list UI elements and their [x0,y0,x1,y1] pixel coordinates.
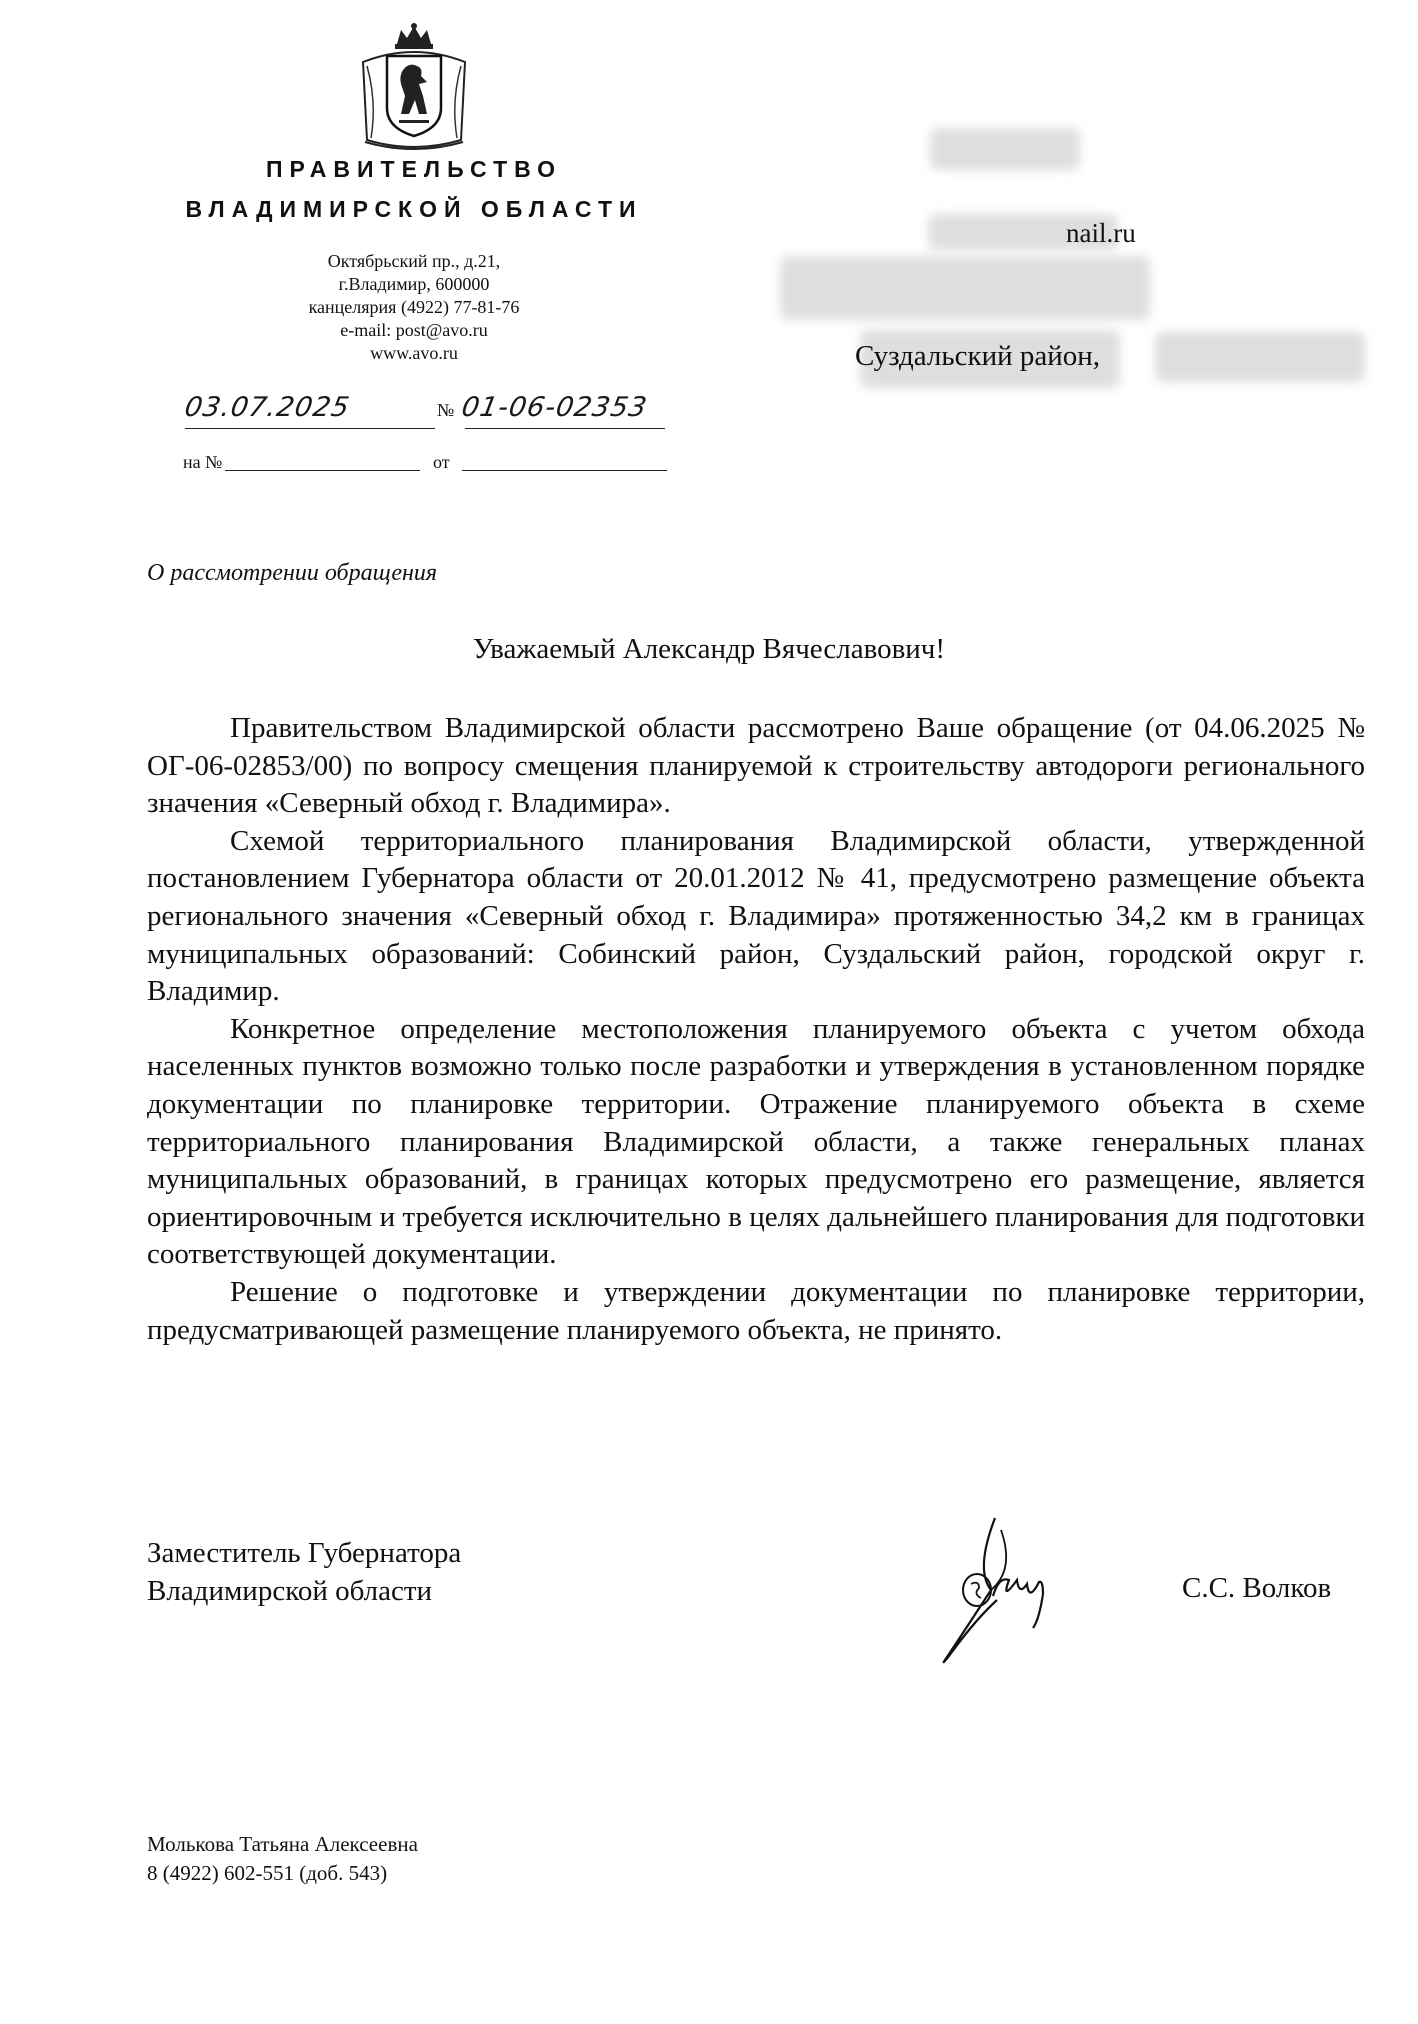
recipient-email-fragment: nail.ru [1066,218,1136,248]
coat-of-arms-emblem [357,22,471,154]
signatory-title-line1: Заместитель Губернатора [147,1537,462,1569]
executor-phone: 8 (4922) 602-551 (доб. 543) [147,1861,388,1885]
reference-from-underline [462,470,667,471]
reference-from-label: от [433,452,450,472]
executor-info [147,1830,418,1888]
registration-date: 03.07.2025 [182,392,353,423]
signatory-name: С.С. Волков [1182,1572,1332,1604]
address-city: г.Владимир, 600000 [338,274,490,294]
number-sign: № [437,400,455,420]
recipient-district: Суздальский район, [855,340,1101,372]
address-street: Октябрьский пр., д.21, [327,251,501,271]
organization-name-line2: ВЛАДИМИРСКОЙ ОБЛАСТИ [185,196,643,222]
handwritten-signature [935,1510,1115,1670]
date-underline [185,428,435,429]
address-office-phone: канцелярия (4922) 77-81-76 [308,297,520,317]
organization-name-line1: ПРАВИТЕЛЬСТВО [265,156,563,182]
number-underline [465,428,665,429]
redacted-block [1155,332,1365,382]
redacted-block [930,128,1080,170]
salutation: Уважаемый Александр Вячеславович! [472,633,946,665]
signatory-title-line2: Владимирской области [147,1575,433,1607]
reference-number-label: на № [183,452,223,472]
organization-address [230,250,598,365]
address-email: e-mail: post@avo.ru [340,320,488,340]
body-paragraph: Правительством Владимирской области рассмотрено Ваше обращение (от 04.06.2025 № ОГ-06-02853/00) по вопросу смещения планируемой к строительству автодороги регионального значения «Северный обход г. Владимира». [147,712,1365,820]
letter-body [147,710,1365,1349]
body-paragraph: Решение о подготовке и утверждении документации по планировке территории, предусматривающей размещение планируемого объекта, не принято. [147,1275,1365,1346]
redacted-block [780,256,1150,320]
body-paragraph: Конкретное определение местоположения планируемого объекта с учетом обхода населенных пунктов возможно только после разработки и утверждения в установленном порядке документации по планировке территории. Отражение планируемого объекта в схеме территориального планирования Владимирской области, а также генеральных планах муниципальных образований, в границах которых предусмотрено его размещение, является ориентировочным и требуется исключительно в целях дальнейшего планирования для подготовки соответствующей документации. [147,1012,1365,1271]
executor-name: Молькова Татьяна Алексеевна [147,1832,418,1856]
reference-number-underline [225,470,420,471]
letter-subject: О рассмотрении обращения [147,560,438,586]
registration-number: 01-06-02353 [459,392,650,423]
address-website: www.avo.ru [370,343,458,363]
body-paragraph: Схемой территориального планирования Владимирской области, утвержденной постановлением Губернатора области от 20.01.2012 № 41, предусмотрено размещение объекта регионального значения «Северный обход г. Владимира» протяженностью 34,2 км в границах муниципальных образований: Собинский район, Суздальский район, городской округ г. Владимир. [147,824,1365,1008]
signatory-title [147,1534,461,1610]
